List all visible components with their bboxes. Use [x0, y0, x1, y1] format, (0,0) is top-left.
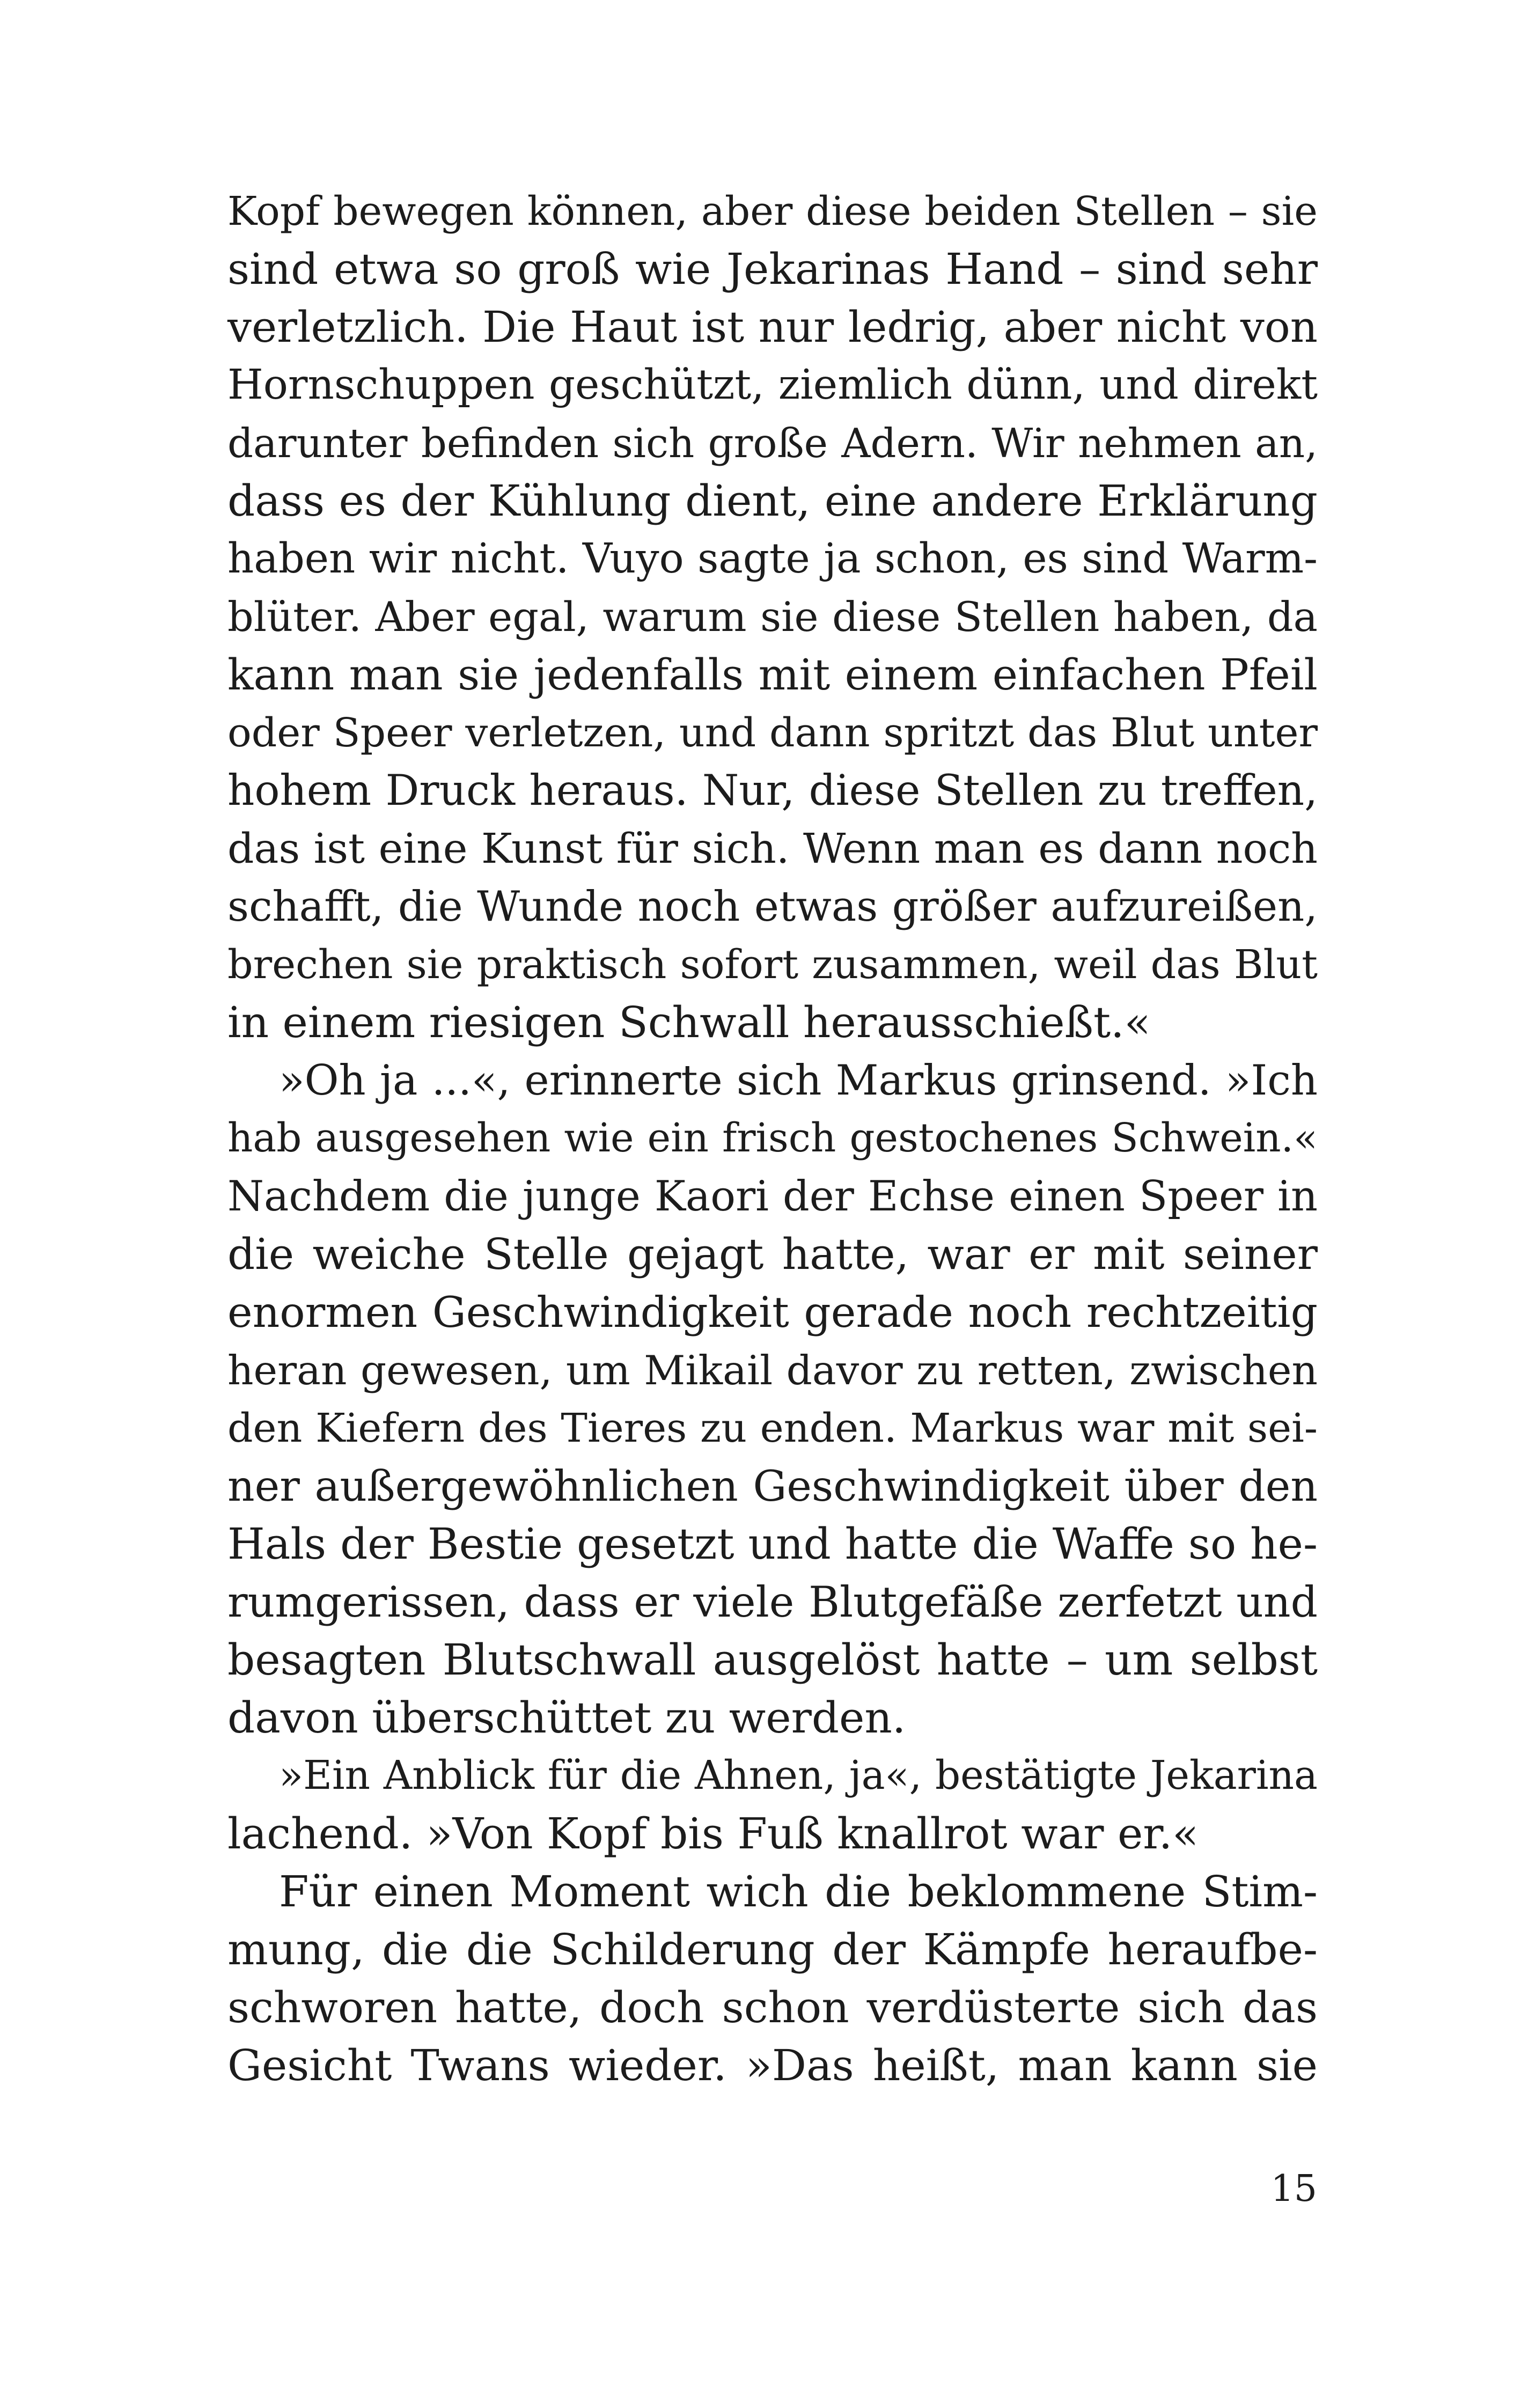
text-line: haben wir nicht. Vuyo sagte ja schon, es sind Warm- — [227, 535, 1318, 583]
text-line: besagten Blutschwall ausgelöst hatte – um selbst — [227, 1635, 1318, 1685]
text-line: dass es der Kühlung dient, eine andere Erklärung — [227, 476, 1318, 526]
text-line: Gesicht Twans wieder. »Das heißt, man kann sie — [227, 2040, 1318, 2090]
text-line: Für einen Moment wich die beklommene Stim- — [279, 1867, 1318, 1917]
paragraph — [227, 1863, 1318, 2095]
paragraph — [227, 182, 1318, 1052]
text-line: schafft, die Wunde noch etwas größer aufzureißen, — [227, 883, 1318, 931]
text-line: blüter. Aber egal, warum sie diese Stellen haben, da — [227, 593, 1318, 641]
text-line: das ist eine Kunst für sich. Wenn man es dann noch — [227, 825, 1318, 873]
text-line: Hornschuppen geschützt, ziemlich dünn, und direkt — [227, 361, 1318, 409]
body-text — [227, 182, 1318, 2095]
text-line: kann man sie jedenfalls mit einem einfachen Pfeil — [227, 650, 1318, 700]
text-line: brechen sie praktisch sofort zusammen, weil das Blut — [227, 941, 1318, 988]
text-line: in einem riesigen Schwall herausschießt.« — [227, 997, 1151, 1047]
text-line: den Kiefern des Tieres zu enden. Markus war mit sei- — [227, 1405, 1318, 1451]
text-line: »Ein Anblick für die Ahnen, ja«, bestätigte Jekarina — [279, 1753, 1318, 1798]
text-line: die weiche Stelle gejagt hatte, war er mit seiner — [227, 1229, 1318, 1279]
page-number: 15 — [1270, 2168, 1317, 2210]
text-line: davon überschüttet zu werden. — [227, 1693, 906, 1743]
text-line: oder Speer verletzen, und dann spritzt das Blut unter — [227, 709, 1318, 756]
paragraph — [227, 1747, 1318, 1863]
text-line: lachend. »Von Kopf bis Fuß knallrot war er.« — [227, 1809, 1199, 1859]
text-line: darunter befinden sich große Adern. Wir nehmen an, — [227, 420, 1318, 467]
text-line: sind etwa so groß wie Jekarinas Hand – sind sehr — [227, 244, 1318, 294]
text-line: rumgerissen, dass er viele Blutgefäße zerfetzt und — [227, 1577, 1318, 1627]
text-line: enormen Geschwindigkeit gerade noch rechtzeitig — [227, 1288, 1318, 1337]
text-line: Kopf bewegen können, aber diese beiden Stellen – sie — [227, 188, 1318, 234]
text-line: Nachdem die junge Kaori der Echse einen Speer in — [227, 1172, 1318, 1221]
text-line: mung, die die Schilderung der Kämpfe heraufbe- — [227, 1925, 1318, 1974]
text-line: heran gewesen, um Mikail davor zu retten, zwischen — [227, 1347, 1318, 1394]
text-line: verletzlich. Die Haut ist nur ledrig, aber nicht von — [227, 302, 1318, 352]
text-line: »Oh ja ...«, erinnerte sich Markus grinsend. »Ich — [279, 1056, 1318, 1105]
text-line: schworen hatte, doch schon verdüsterte sich das — [227, 1983, 1318, 2032]
paragraph — [227, 1052, 1318, 1747]
text-line: Hals der Bestie gesetzt und hatte die Waffe so he- — [227, 1519, 1318, 1569]
text-line: hab ausgesehen wie ein frisch gestochenes Schwein.« — [227, 1115, 1318, 1161]
text-line: hohem Druck heraus. Nur, diese Stellen zu treffen, — [227, 766, 1318, 815]
text-line: ner außergewöhnlichen Geschwindigkeit über den — [227, 1462, 1318, 1511]
